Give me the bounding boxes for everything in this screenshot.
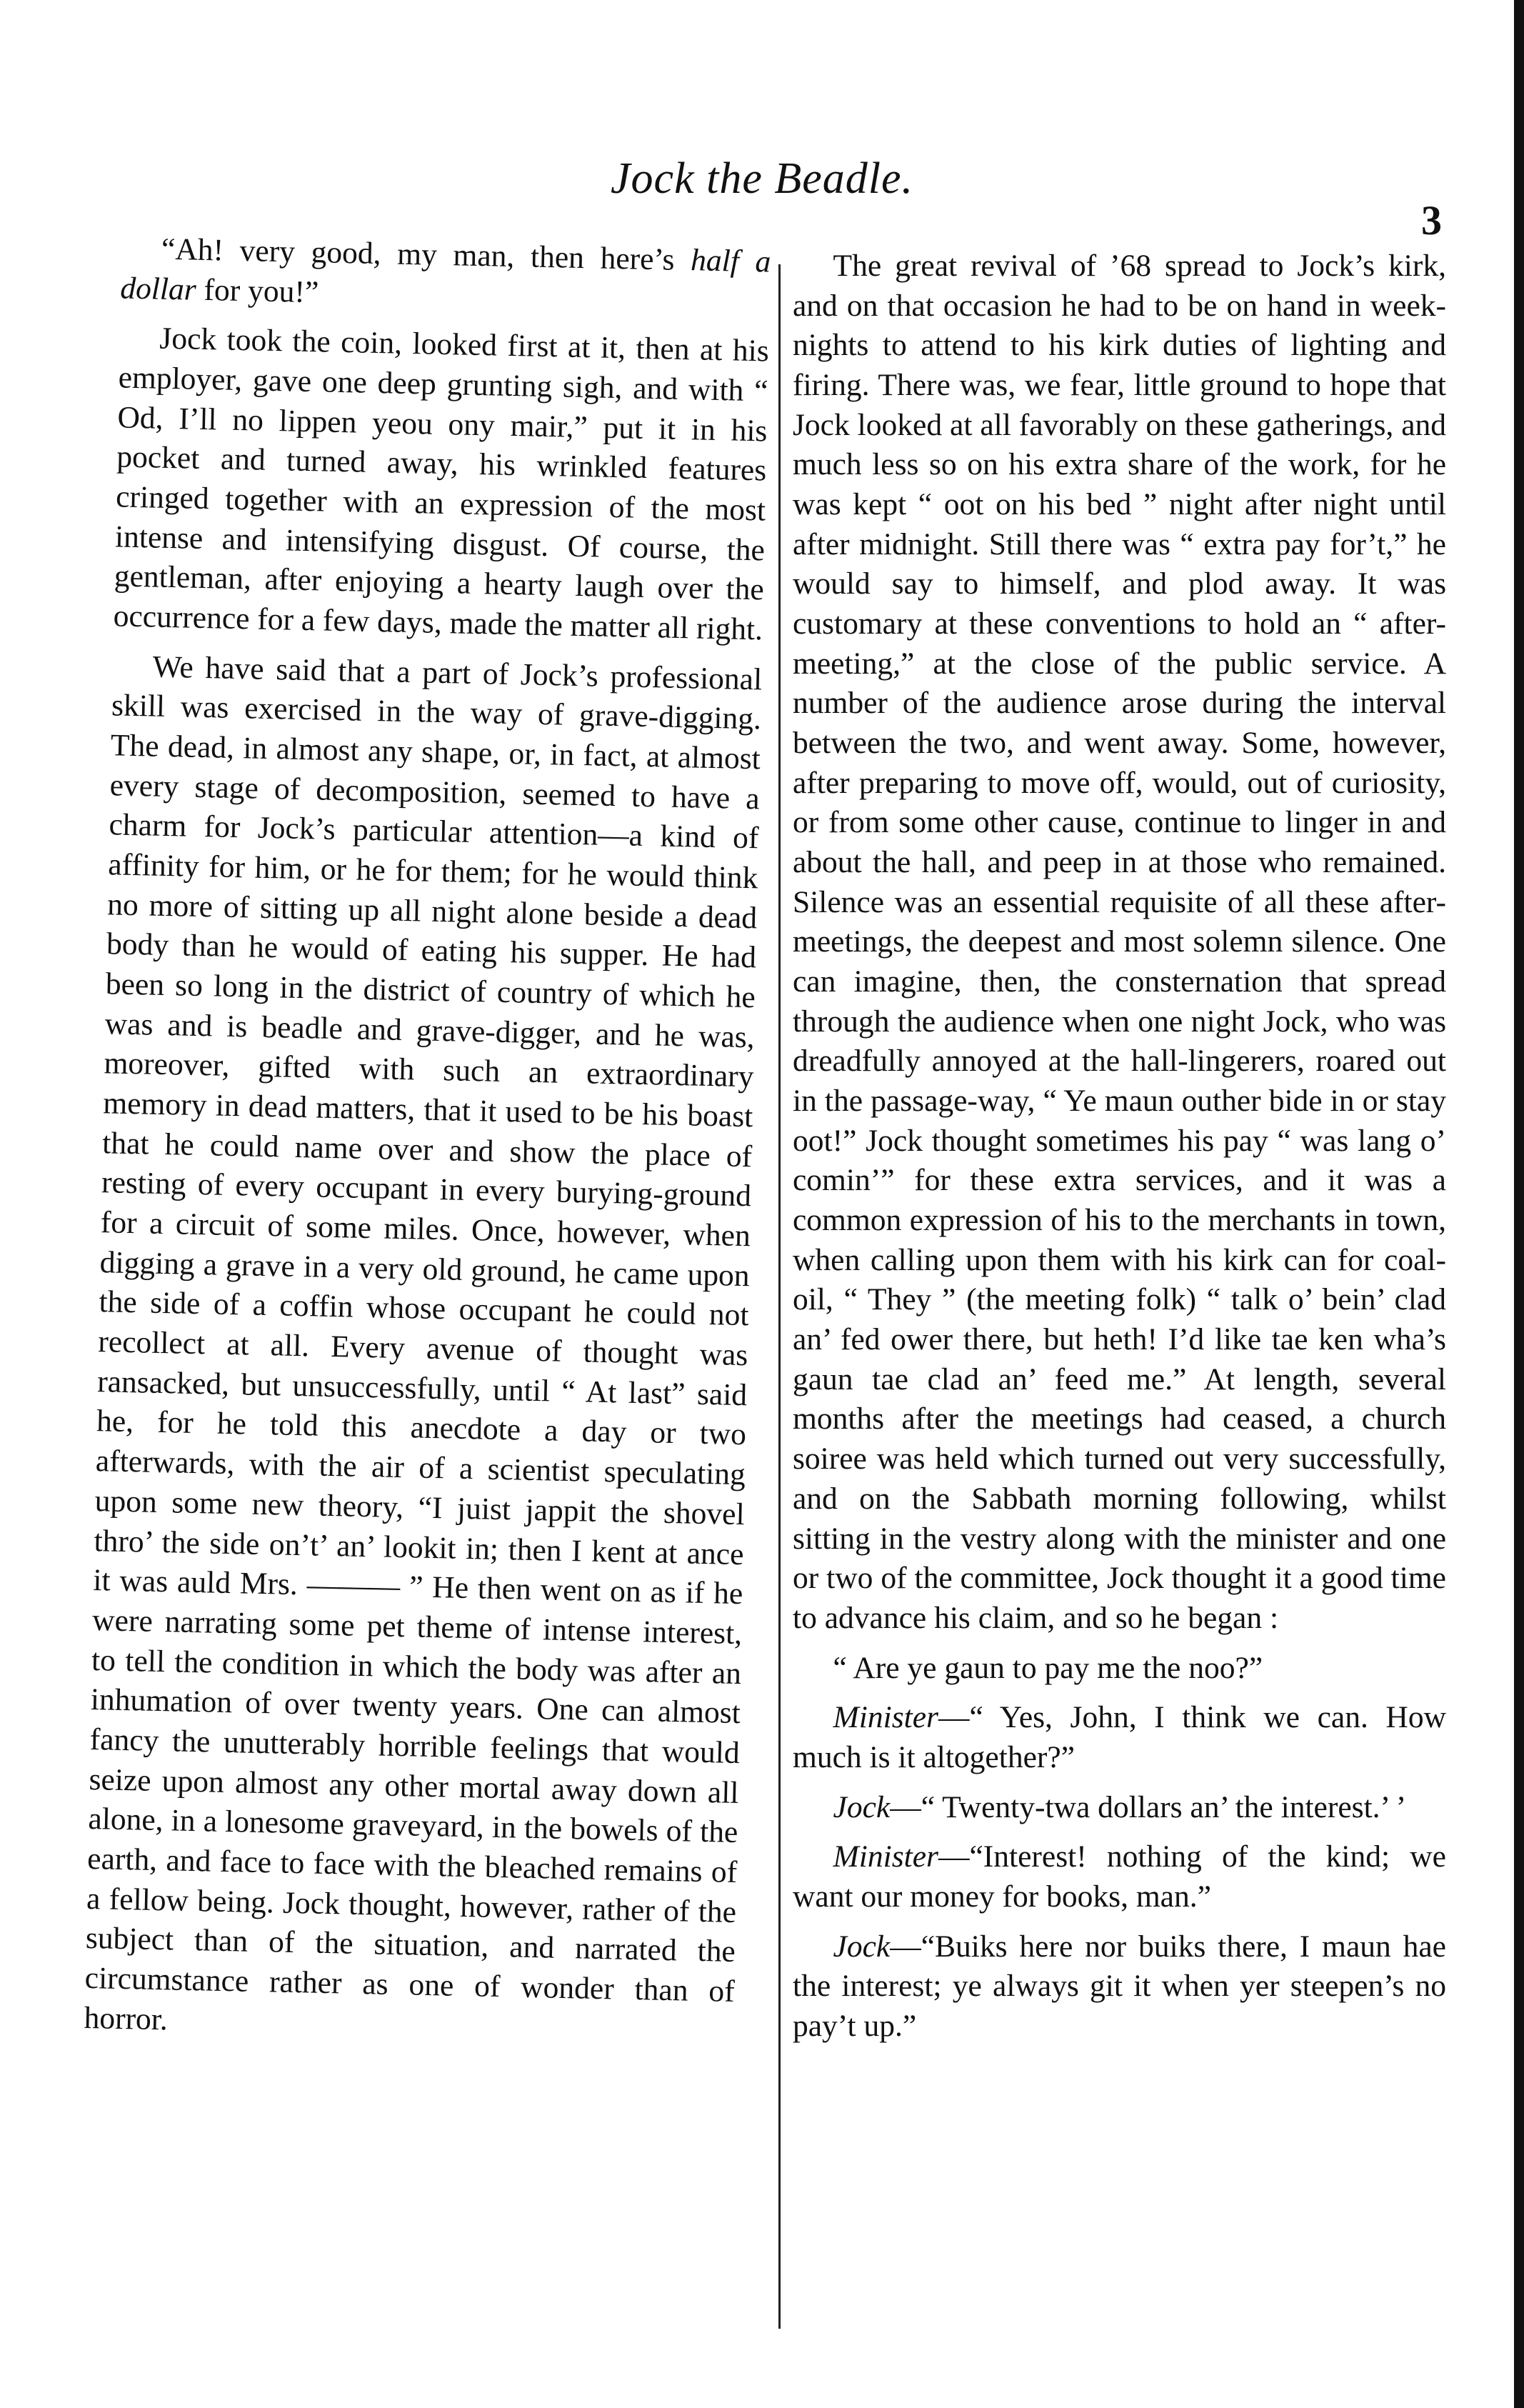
dialogue-line-2	[793, 1788, 1446, 1828]
dialogue-line-3	[793, 1837, 1446, 1917]
left-paragraph-2: Jock took the coin, looked first at it, then at his employer, gave one deep grunting sigh, and with “ Od, I’ll no lippen yeou ony mair,” put it in his pocket and turned away, his wrinkled features cringed together with an expression of the most intense and intensifying disgust. Of course, the gentleman, after enjoying a hearty laugh over the occurrence for a few days, made the matter all right.	[113, 321, 770, 647]
speaker-minister: Minister	[833, 1700, 938, 1735]
scan-edge	[1514, 0, 1524, 2408]
right-column	[793, 246, 1446, 2057]
speaker-minister: Minister	[833, 1839, 938, 1874]
left-p1-text-a: “Ah! very good, my man, then here’s	[161, 231, 691, 278]
column-divider	[778, 264, 781, 2329]
dialogue-text-2: —“ Twenty-twa dollars an’ the interest.’ ’	[890, 1789, 1407, 1824]
dialogue-line-1	[793, 1698, 1446, 1777]
left-paragraph-3: We have said that a part of Jock’s professional skill was exercised in the way of grave-digging. The dead, in almost any shape, or, in fact, at almost every stage of decomposition, seemed to have a charm for Jock’s particular attention—a kind of affinity for him, or he for them; for he would think no more of sitting up all night alone beside a dead body than he would of eating his supper. He had been so long in the district of country of which he was and is beadle and grave-digger, and he was, moreover, gifted with such an extraordinary memory in dead matters, that it used to be his boast that he could name over and show the place of resting of every occupant in every burying-ground for a circuit of some miles. Once, however, when digging a grave in a very old ground, he came upon the side of a coffin whose occupant he could not recollect at all. Every avenue of thought was ransacked, but unsuccessfully, until “ At last” said he, for he told this anecdote a day or two afterwards, with the air of a scientist speculating upon some new theory, “I juist jappit the shovel thro’ the side on’t’ an’ lookit in; then I kent at ance it was auld Mrs. ——— ” He then went on as if he were narrating some pet theme of intense interest, to tell the condition in which the body was after an inhumation of over twenty years. One can almost fancy the unutterably horrible feelings that would seize upon almost any other mortal away down all alone, in a lonesome graveyard, in the bowels of the earth, and face to face with the bleached remains of a fellow being. Jock thought, however, rather of the subject than of the situation, and narrated the circumstance rather as one of wonder than of horror.	[84, 649, 763, 2037]
left-p1-emphasis: half a dollar	[119, 243, 771, 307]
left-paragraph-1	[120, 229, 771, 321]
right-paragraph-1: The great revival of ’68 spread to Jock’s kirk, and on that occasion he had to be on hand in week-nights to attend to his kirk duties of lighting and firing. There was, we fear, little ground to hope that Jock looked at all favorably on these gatherings, and much less so on his extra share of the work, for he was kept “ oot on his bed ” night after night until after midnight. Still there was “ extra pay for’t,” he would say to himself, and plod away. It was customary at these conventions to hold an “ after-meeting,” at the close of the public service. A number of the audience arose during the interval between the two, and went away. Some, however, after preparing to move off, would, out of curiosity, or from some other cause, continue to linger in and about the hall, and peep in at those who remained. Silence was an essential requisite of all these after-meetings, the deepest and most solemn silence. One can imagine, then, the consternation that spread through the audience when one night Jock, who was dreadfully annoyed at the hall-lingerers, roared out in the passage-way, “ Ye maun outher bide in or stay oot!” Jock thought sometimes his pay “ was lang o’ comin’” for these extra services, and it was a common expression of his to the merchants in town, when calling upon them with his kirk can for coal-oil, “ They ” (the meeting folk) “ talk o’ bein’ clad an’ fed ower there, but heth! I’d like tae ken wha’s gaun tae clad an’ feed me.” At length, several months after the meetings had ceased, a church soiree was held which turned out very successfully, and on the Sabbath morning following, whilst sitting in the vestry along with the minister and one or two of the committee, Jock thought it a good time to advance his claim, and so he began :	[793, 249, 1446, 1635]
left-p1-text-b: for you!”	[196, 272, 319, 309]
dialogue-text-1: —“ Yes, John, I think we can. How much is it altogether?”	[793, 1700, 1446, 1774]
page-number: 3	[1421, 197, 1442, 244]
speaker-jock: Jock	[833, 1929, 891, 1964]
right-paragraph-2: “ Are ye gaun to pay me the noo?”	[833, 1650, 1263, 1685]
speaker-jock: Jock	[833, 1789, 891, 1824]
dialogue-line-4	[793, 1927, 1446, 2047]
running-header-title: Jock the Beadle.	[611, 154, 913, 203]
dialogue-text-3: —“Interest! nothing of the kind; we want our money for books, man.”	[793, 1839, 1446, 1914]
left-column	[84, 229, 771, 2062]
dialogue-text-4: —“Buiks here nor buiks there, I maun hae the interest; ye always git it when yer steepen’s no pay’t up.”	[793, 1929, 1446, 2043]
